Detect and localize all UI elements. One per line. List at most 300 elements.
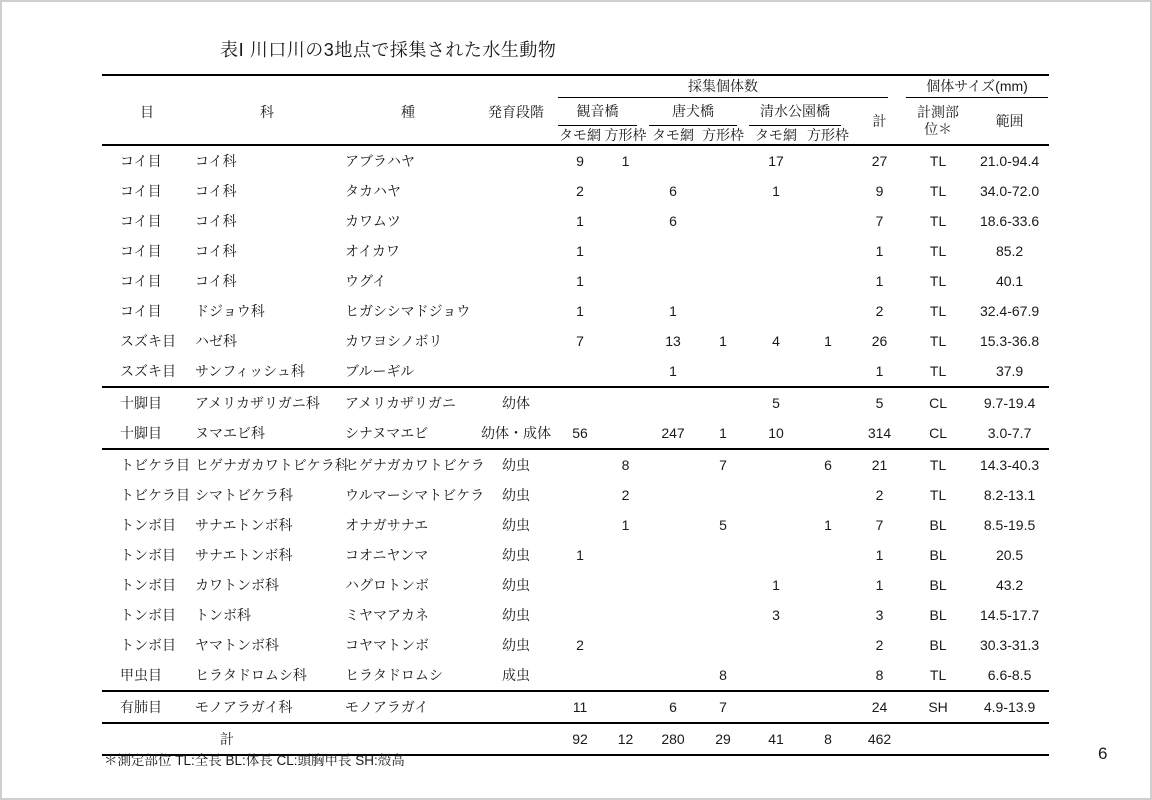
cell-site3-net [749,660,803,691]
cell-measure-part [906,723,970,755]
cell-site1-quadrat [602,418,649,449]
cell-site2-net: 1 [669,363,677,379]
table-row [102,660,1049,691]
cell-site3-quadrat [803,630,853,660]
cell-site1-quadrat: 1 [621,517,630,533]
cell-site1-quadrat: 1 [621,153,630,169]
cell-order: コイ目 [120,153,162,169]
cell-family: ドジョウ科 [195,303,265,319]
cell-measure-part: TL [929,667,947,683]
cell-range: 30.3-31.3 [979,637,1040,653]
header-row-sites [102,98,1049,126]
page-title: 表Ⅰ 川口川の3地点で採集された水生動物 [220,40,557,60]
cell-site2-quadrat [697,296,749,326]
cell-measure-part: TL [929,273,947,289]
cell-site2-quadrat: 1 [719,333,727,349]
cell-stage: 幼体 [474,387,558,418]
cell-total: 2 [875,303,884,319]
cell-range: 14.3-40.3 [970,449,1049,480]
cell-species: ヒゲナガカワトビケラ [342,449,474,480]
cell-site3-quadrat: 6 [803,449,853,480]
cell-site2-net [649,449,697,480]
cell-site2-net [649,570,697,600]
cell-range: 15.3-36.8 [979,333,1040,349]
table-row [102,449,1049,480]
cell-family: ヒゲナガカワトビケラ科 [192,449,342,480]
cell-stage [474,296,558,326]
cell-measure-part: CL [906,387,970,418]
cell-range: 34.0-72.0 [979,183,1040,199]
cell-family: ヤマトンボ科 [195,637,279,653]
cell-site1-quadrat [602,326,649,356]
cell-stage: 幼虫 [502,547,530,563]
cell-site2-net [649,266,697,296]
cell-site3-net [749,540,803,570]
cell-family: アメリカザリガニ科 [192,387,342,418]
col-header-stage: 発育段階 [474,98,558,145]
table-row [102,691,1049,723]
cell-stage: 幼虫 [502,607,530,623]
cell-family: ハゼ科 [195,333,237,349]
cell-site1-net: 92 [558,723,602,755]
cell-site2-net: 1 [669,303,677,319]
cell-stage: 幼虫 [502,637,530,653]
group-header-size-cell [906,75,1049,98]
col-header-measure-part-line2: 位＊ [924,121,953,137]
cell-order: 甲虫目 [120,667,162,683]
species-table [102,74,1049,756]
cell-stage: 幼体・成体 [481,425,551,441]
cell-species: ミヤマアカネ [345,607,429,623]
cell-site2-quadrat: 7 [697,691,749,723]
cell-measure-part: TL [929,213,947,229]
cell-stage: 幼虫 [502,517,530,533]
cell-total: 1 [875,363,884,379]
table-row [102,206,1049,236]
cell-site1-net [558,570,602,600]
cell-site1-net: 1 [576,547,584,563]
cell-family: カワトンボ科 [195,577,279,593]
cell-site1-net [558,600,602,630]
cell-site2-quadrat: 7 [697,449,749,480]
cell-measure-part: BL [929,517,947,533]
cell-total: 7 [875,517,884,533]
cell-site3-quadrat [803,266,853,296]
site-header-tokenbashi-cell [649,98,749,126]
table-row [102,356,1049,387]
cell-site1-net [558,356,602,387]
cell-species: シナヌマエビ [345,425,429,441]
cell-site2-net [649,510,697,540]
site-header-kannonbashi-cell [558,98,649,126]
cell-family: コイ科 [195,213,237,229]
cell-site2-quadrat [697,176,749,206]
cell-site1-net [558,510,602,540]
method-header-quadrat-3: 方形枠 [803,126,853,145]
cell-site2-quadrat [697,266,749,296]
cell-site2-quadrat: 8 [719,667,727,683]
cell-site2-quadrat: 29 [697,723,749,755]
cell-total: 5 [853,387,906,418]
cell-site2-net: 13 [665,333,681,349]
cell-total: 1 [875,273,884,289]
col-header-species: 種 [342,98,474,145]
cell-stage: 幼虫 [474,449,558,480]
group-header-collection-count-cell [558,75,906,98]
cell-site3-net [749,206,803,236]
cell-measure-part: TL [906,449,970,480]
cell-site3-quadrat [803,691,853,723]
table-row [102,176,1049,206]
cell-measure-part: BL [929,577,947,593]
cell-species: オイカワ [345,243,400,259]
cell-site3-quadrat: 1 [824,517,832,533]
cell-species: タカハヤ [345,183,401,199]
cell-order: コイ目 [120,273,162,289]
cell-site1-quadrat [602,176,649,206]
cell-species: アメリカザリガニ [342,387,474,418]
cell-site3-net: 17 [768,153,784,169]
site-header-shimizukoenbashi: 清水公園橋 [749,98,841,126]
method-header-net-3: タモ網 [749,126,803,145]
cell-family: ヒラタドロムシ科 [195,667,307,683]
cell-order: 十脚目 [102,387,192,418]
cell-site1-quadrat: 12 [602,723,649,755]
cell-site1-net: 2 [576,637,584,653]
cell-total: 1 [875,243,884,259]
cell-order: トンボ目 [120,637,176,653]
cell-range: 32.4-67.9 [979,303,1040,319]
table-wrapper [102,74,1049,756]
cell-total: 462 [853,723,906,755]
cell-site2-net: 6 [669,213,677,229]
cell-site1-net [558,449,602,480]
cell-total: 7 [875,213,884,229]
cell-range: 8.5-19.5 [983,517,1036,533]
cell-site2-net: 6 [669,183,677,199]
cell-total: 2 [875,637,884,653]
cell-stage [474,236,558,266]
group-header-collection-count: 採集個体数 [558,76,888,98]
table-row [102,236,1049,266]
cell-site2-net [649,540,697,570]
cell-site3-quadrat [803,660,853,691]
cell-site2-net [649,236,697,266]
cell-measure-part: TL [929,153,947,169]
cell-site1-quadrat: 2 [621,487,630,503]
cell-stage [474,266,558,296]
cell-order: スズキ目 [120,333,176,349]
cell-order: トビケラ目 [120,487,190,503]
cell-total: 9 [875,183,884,199]
cell-order: 有肺目 [102,691,192,723]
cell-order: トンボ目 [120,547,176,563]
cell-site3-quadrat [803,387,853,418]
cell-site2-net [649,145,697,176]
table-row [102,600,1049,630]
cell-site1-quadrat [602,296,649,326]
table-row [102,540,1049,570]
cell-species: ブルーギル [345,363,415,379]
cell-range: 85.2 [995,243,1024,259]
table-row [102,387,1049,418]
cell-total: 24 [853,691,906,723]
cell-site1-quadrat [602,630,649,660]
table-row [102,266,1049,296]
cell-family: コイ科 [195,273,237,289]
cell-stage [474,691,558,723]
cell-site1-net [558,480,602,510]
cell-site1-net: 1 [576,273,584,289]
cell-species: カワムツ [345,213,401,229]
cell-site2-quadrat: 1 [719,425,727,441]
cell-species: ウグイ [345,273,387,289]
cell-site3-quadrat: 8 [803,723,853,755]
cell-species: モノアラガイ [342,691,474,723]
cell-site3-quadrat [803,540,853,570]
cell-site3-quadrat [803,600,853,630]
cell-species: ウルマーシマトビケラ [345,487,485,503]
header-row-groups [102,75,1049,98]
cell-site3-net [749,630,803,660]
cell-order: トンボ目 [120,517,176,533]
table-row [102,296,1049,326]
cell-site3-net [749,236,803,266]
cell-order: スズキ目 [120,363,176,379]
cell-range: 6.6-8.5 [987,667,1032,683]
cell-total: 1 [875,577,884,593]
cell-site1-quadrat [602,206,649,236]
cell-family: サンフィッシュ科 [195,363,305,379]
cell-site2-quadrat [697,236,749,266]
cell-range [970,723,1049,755]
cell-measure-part: SH [906,691,970,723]
cell-family: サナエトンボ科 [195,517,293,533]
cell-total: 314 [867,425,892,441]
cell-stage [474,145,558,176]
cell-measure-part: BL [929,547,947,563]
cell-site1-net: 11 [558,691,602,723]
cell-measure-part: TL [929,487,947,503]
cell-site2-net: 280 [649,723,697,755]
cell-site3-quadrat [803,296,853,326]
cell-stage [474,326,558,356]
cell-stage [474,206,558,236]
cell-site3-net: 4 [772,333,780,349]
cell-site3-net: 5 [749,387,803,418]
cell-range: 9.7-19.4 [970,387,1049,418]
cell-stage: 幼虫 [502,577,530,593]
cell-family: サナエトンボ科 [195,547,293,563]
cell-family: 計 [192,723,342,755]
cell-measure-part: BL [929,607,947,623]
site-header-kannonbashi: 観音橋 [558,98,637,126]
cell-site3-net: 1 [772,577,780,593]
cell-site3-net [749,266,803,296]
cell-order: コイ目 [120,243,162,259]
table-header [102,75,1049,145]
cell-range: 8.2-13.1 [983,487,1036,503]
cell-site3-quadrat [803,176,853,206]
cell-site3-net [749,449,803,480]
cell-range: 18.6-33.6 [979,213,1040,229]
cell-site1-quadrat [602,660,649,691]
table-body [102,145,1049,755]
cell-order: コイ目 [120,213,162,229]
cell-site1-quadrat: 8 [602,449,649,480]
cell-stage: 成虫 [502,667,530,683]
cell-site3-quadrat: 1 [824,333,832,349]
cell-family: シマトビケラ科 [195,487,293,503]
cell-site1-net: 1 [576,303,584,319]
cell-total: 8 [875,667,884,683]
table-row [102,326,1049,356]
cell-site2-net [649,480,697,510]
cell-total: 2 [875,487,884,503]
cell-range: 37.9 [995,363,1024,379]
cell-site1-net: 7 [576,333,584,349]
cell-site3-net [749,691,803,723]
cell-range: 4.9-13.9 [970,691,1049,723]
cell-site3-net: 1 [772,183,780,199]
site-header-shimizukoenbashi-cell [749,98,853,126]
col-header-range: 範囲 [970,98,1049,145]
method-header-net-2: タモ網 [649,126,697,145]
cell-range: 3.0-7.7 [987,425,1032,441]
cell-site3-quadrat [803,145,853,176]
col-header-measure-part-line1: 計測部 [917,104,960,120]
cell-family: ヌマエビ科 [195,425,265,441]
cell-species: コヤマトンボ [345,637,429,653]
cell-site2-quadrat: 5 [719,517,727,533]
cell-site1-quadrat [602,356,649,387]
site-header-tokenbashi: 唐犬橋 [649,98,737,126]
cell-site2-quadrat [697,356,749,387]
cell-site2-quadrat [697,630,749,660]
cell-site1-net: 2 [576,183,584,199]
cell-site3-quadrat [803,570,853,600]
cell-site1-net: 1 [576,243,584,259]
col-header-measure-part [906,98,970,145]
cell-site3-quadrat [803,356,853,387]
cell-site2-quadrat [697,206,749,236]
method-header-net-1: タモ網 [559,127,601,143]
cell-measure-part: TL [929,183,947,199]
cell-total: 26 [871,333,888,349]
table-row [102,418,1049,449]
cell-stage: 幼虫 [502,487,530,503]
cell-family: モノアラガイ科 [192,691,342,723]
col-header-total: 計 [853,98,906,145]
header-spacer [102,75,558,98]
cell-site2-net [649,630,697,660]
cell-site3-quadrat [803,206,853,236]
cell-total: 1 [875,547,884,563]
cell-site2-quadrat [697,480,749,510]
cell-site3-net [749,510,803,540]
cell-total: 21 [853,449,906,480]
cell-site1-quadrat [602,691,649,723]
cell-site3-net [749,296,803,326]
cell-site1-net: 56 [572,425,588,441]
cell-measure-part: BL [929,637,947,653]
cell-site2-quadrat [697,540,749,570]
cell-stage [474,176,558,206]
cell-order: コイ目 [120,183,162,199]
cell-stage [474,356,558,387]
cell-site3-net: 3 [772,607,780,623]
cell-order: コイ目 [120,303,162,319]
cell-site2-quadrat [697,570,749,600]
cell-species: オナガサナエ [345,517,429,533]
cell-family: コイ科 [195,243,237,259]
cell-species: ハグロトンボ [345,577,429,593]
table-row [102,570,1049,600]
cell-order: トンボ目 [120,607,176,623]
cell-range: 40.1 [995,273,1024,289]
cell-site2-quadrat [697,387,749,418]
measurement-footnote: ＊測定部位 TL:全長 BL:体長 CL:頭胸甲長 SH:殻高 [104,753,405,768]
cell-site1-net [558,387,602,418]
cell-species: ヒラタドロムシ [345,667,443,683]
cell-stage [474,723,558,755]
cell-site1-net: 9 [576,153,584,169]
cell-site1-quadrat [602,570,649,600]
cell-site3-net [749,356,803,387]
cell-range: 21.0-94.4 [979,153,1040,169]
cell-range: 14.5-17.7 [979,607,1040,623]
cell-species: カワヨシノボリ [345,333,443,349]
cell-family: トンボ科 [195,607,251,623]
cell-range: 43.2 [995,577,1024,593]
table-row [102,145,1049,176]
method-header-quadrat-1: 方形枠 [602,126,649,145]
cell-measure-part: TL [929,333,947,349]
table-row [102,630,1049,660]
cell-site3-quadrat [803,418,853,449]
cell-family: コイ科 [195,153,237,169]
group-header-size: 個体サイズ(mm) [906,76,1048,98]
cell-site1-quadrat [602,387,649,418]
cell-order: 十脚目 [120,425,162,441]
cell-site1-quadrat [602,266,649,296]
cell-measure-part: CL [929,425,948,441]
method-header-quadrat-2: 方形枠 [697,126,749,145]
cell-species: コオニヤンマ [345,547,429,563]
cell-site3-net: 41 [749,723,803,755]
cell-site3-net: 10 [768,425,784,441]
cell-site2-net: 247 [661,425,685,441]
table-row [102,510,1049,540]
col-header-order: 目 [102,98,192,145]
cell-total: 27 [871,153,888,169]
cell-site3-quadrat [803,480,853,510]
cell-site1-quadrat [602,600,649,630]
cell-measure-part: TL [929,243,947,259]
cell-order: トンボ目 [120,577,176,593]
cell-site1-net [558,660,602,691]
page-number: 6 [1098,744,1108,763]
cell-site2-quadrat [697,145,749,176]
cell-site2-net [649,387,697,418]
cell-total: 3 [875,607,884,623]
cell-measure-part: TL [929,363,947,379]
cell-site2-net: 6 [649,691,697,723]
cell-site3-quadrat [803,236,853,266]
cell-site3-net [749,480,803,510]
cell-site1-quadrat [602,236,649,266]
cell-order: トビケラ目 [102,449,192,480]
